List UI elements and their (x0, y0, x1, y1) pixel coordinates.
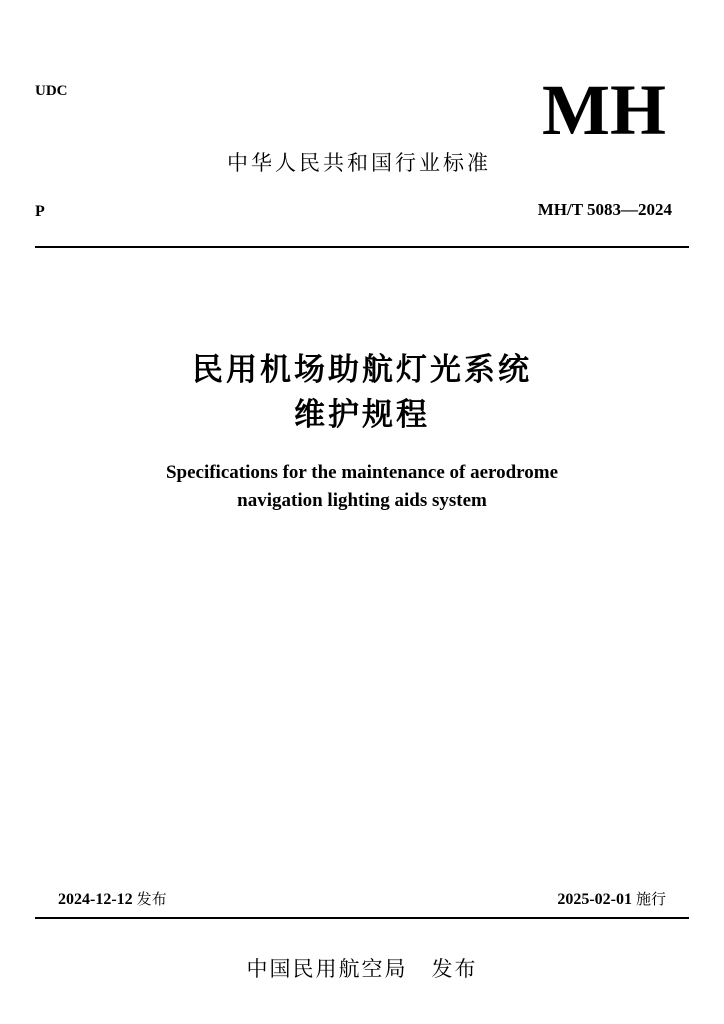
publisher (0, 955, 724, 983)
bottom-divider (35, 917, 689, 919)
effective-date-label: 施行 (635, 890, 666, 908)
title-en-line2: navigation lighting aids system (237, 490, 487, 511)
issue-date-value: 2024-12-12 (58, 891, 133, 908)
standard-type-text: 中华人民共和国行业标准 (227, 151, 491, 175)
effective-date (557, 888, 666, 911)
title-en-line1: Specifications for the maintenance of aerodrome (165, 462, 559, 483)
issue-date (58, 888, 167, 911)
classification-code: P (35, 203, 45, 220)
mh-logo: MH (542, 70, 666, 150)
effective-date-value: 2025-02-01 (557, 891, 632, 908)
publish-label: 发布 (431, 957, 478, 981)
issue-date-label: 发布 (136, 890, 167, 908)
standard-number: MH/T 5083—2024 (537, 200, 672, 219)
udc-label: UDC (35, 83, 68, 99)
top-divider (35, 246, 689, 248)
publisher-name: 中国民用航空局 (246, 957, 408, 981)
title-cn-line1: 民用机场助航灯光系统 (192, 352, 532, 388)
title-cn-line2: 维护规程 (294, 397, 430, 433)
standard-type (0, 150, 724, 176)
